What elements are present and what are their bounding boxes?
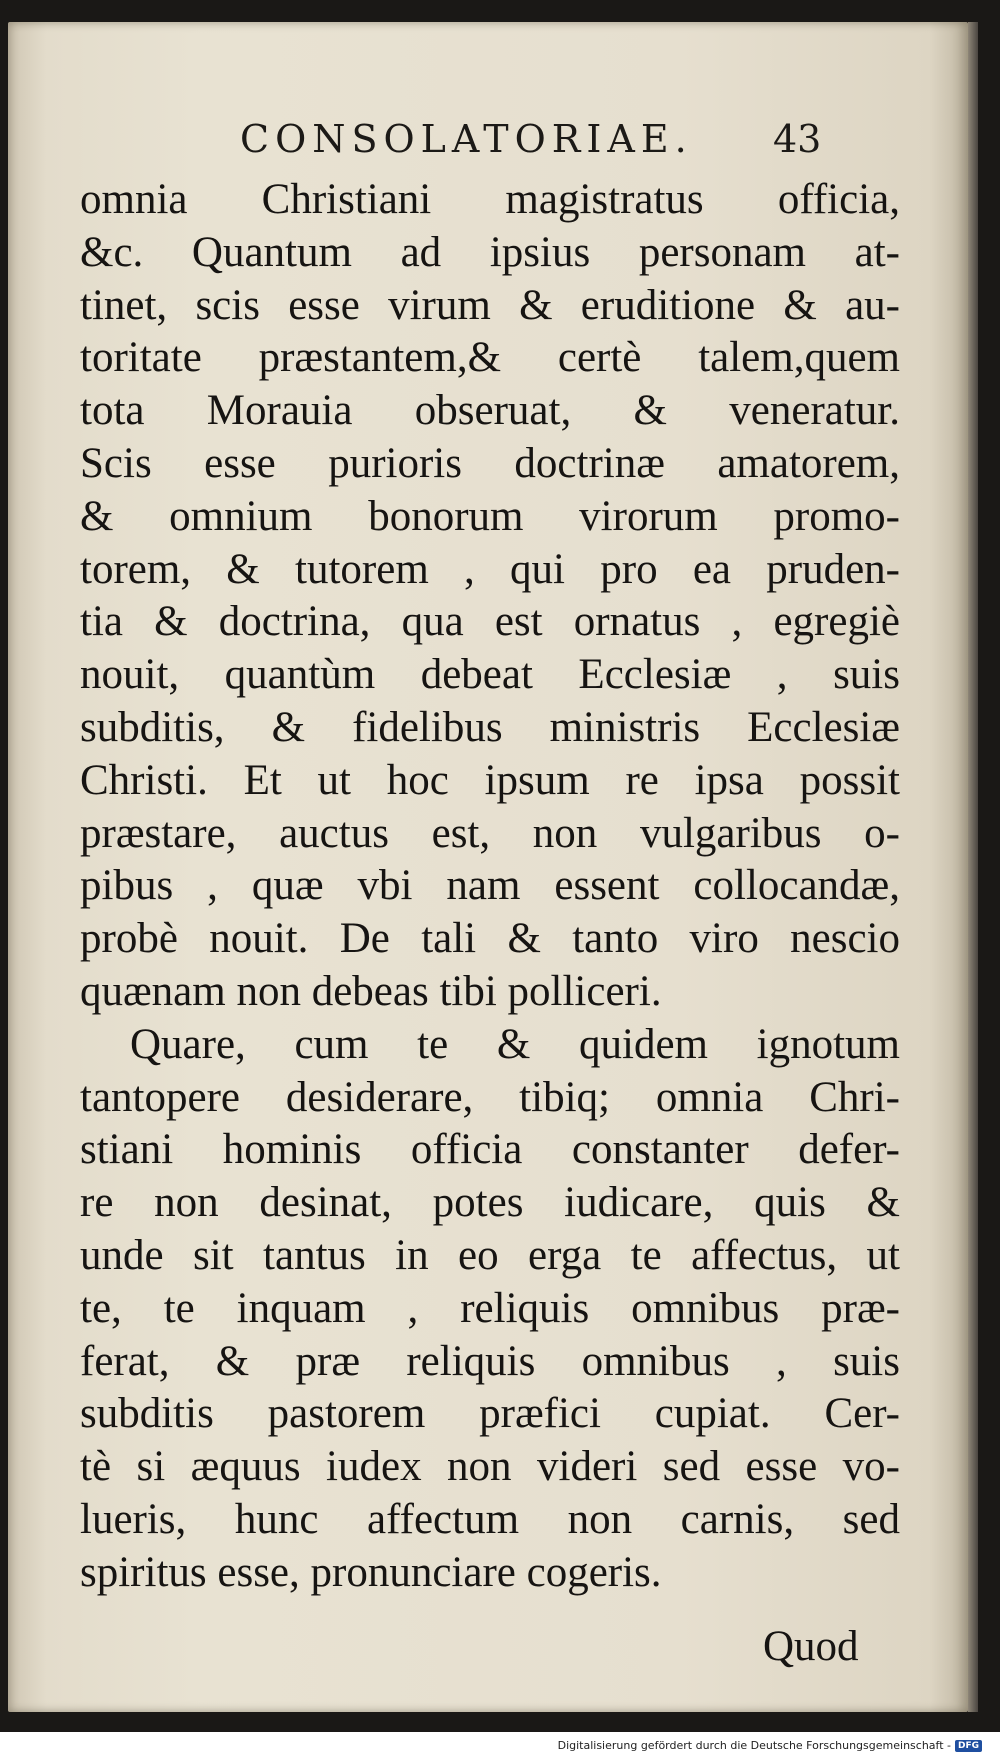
text-line: &c. Quantum ad ipsius personam at- — [80, 228, 900, 276]
text-line: omnia Christiani magistratus officia, — [80, 176, 900, 223]
text-line: te, te inquam , reliquis omnibus præ- — [80, 1284, 900, 1332]
book-page — [8, 22, 968, 1712]
text-line: tantopere desiderare, tibiq; omnia Chri- — [80, 1073, 900, 1121]
text-line: stiani hominis officia constanter defer- — [80, 1126, 900, 1174]
credit-text: Digitalisierung gefördert durch die Deutsche Forschungsgemeinschaft - — [557, 1739, 951, 1752]
catchword: Quod — [763, 1623, 859, 1670]
text-line: subditis, & fidelibus ministris Ecclesiæ — [80, 703, 900, 751]
header-title: CONSOLATORIAE. — [240, 117, 693, 161]
text-line: probè nouit. De tali & tanto viro nescio — [80, 915, 900, 963]
text-line: tinet, scis esse virum & eruditione & au- — [80, 281, 900, 329]
text-line: torem, & tutorem , qui pro ea pruden- — [80, 545, 900, 593]
text-line: quænam non debeas tibi polliceri. — [80, 967, 662, 1015]
running-head — [8, 117, 968, 167]
text-line: Quare, cum te & quidem ignotum — [130, 1020, 900, 1068]
text-line: tè si æquus iudex non videri sed esse vo- — [80, 1443, 900, 1491]
text-line: Scis esse purioris doctrinæ amatorem, — [80, 439, 900, 487]
text-line: spiritus esse, pronunciare cogeris. — [80, 1548, 662, 1596]
text-line: lueris, hunc affectum non carnis, sed — [80, 1495, 900, 1543]
text-line: præstare, auctus est, non vulgaribus o- — [80, 809, 900, 857]
text-line: unde sit tantus in eo erga te affectus, ut — [80, 1231, 900, 1279]
text-line: Christi. Et ut hoc ipsum re ipsa possit — [80, 756, 900, 804]
text-line: re non desinat, potes iudicare, quis & — [80, 1179, 900, 1227]
text-line: ferat, & præ reliquis omnibus , suis — [80, 1337, 900, 1385]
text-line: toritate præstantem,& certè talem,quem — [80, 334, 900, 382]
book-edge — [968, 22, 978, 1712]
page-number: 43 — [773, 117, 822, 161]
body-text — [80, 174, 900, 1600]
text-line: tia & doctrina, qua est ornatus , egregiè — [80, 598, 900, 646]
text-line: & omnium bonorum virorum promo- — [80, 492, 900, 540]
text-line: pibus , quæ vbi nam essent collocandæ, — [80, 862, 900, 910]
text-line: nouit, quantùm debeat Ecclesiæ , suis — [80, 651, 900, 699]
text-line: subditis pastorem præfici cupiat. Cer- — [80, 1390, 900, 1438]
dfg-logo: DFG — [955, 1740, 982, 1752]
text-line: tota Morauia obseruat, & veneratur. — [80, 387, 900, 435]
digitization-credit — [558, 1739, 982, 1752]
